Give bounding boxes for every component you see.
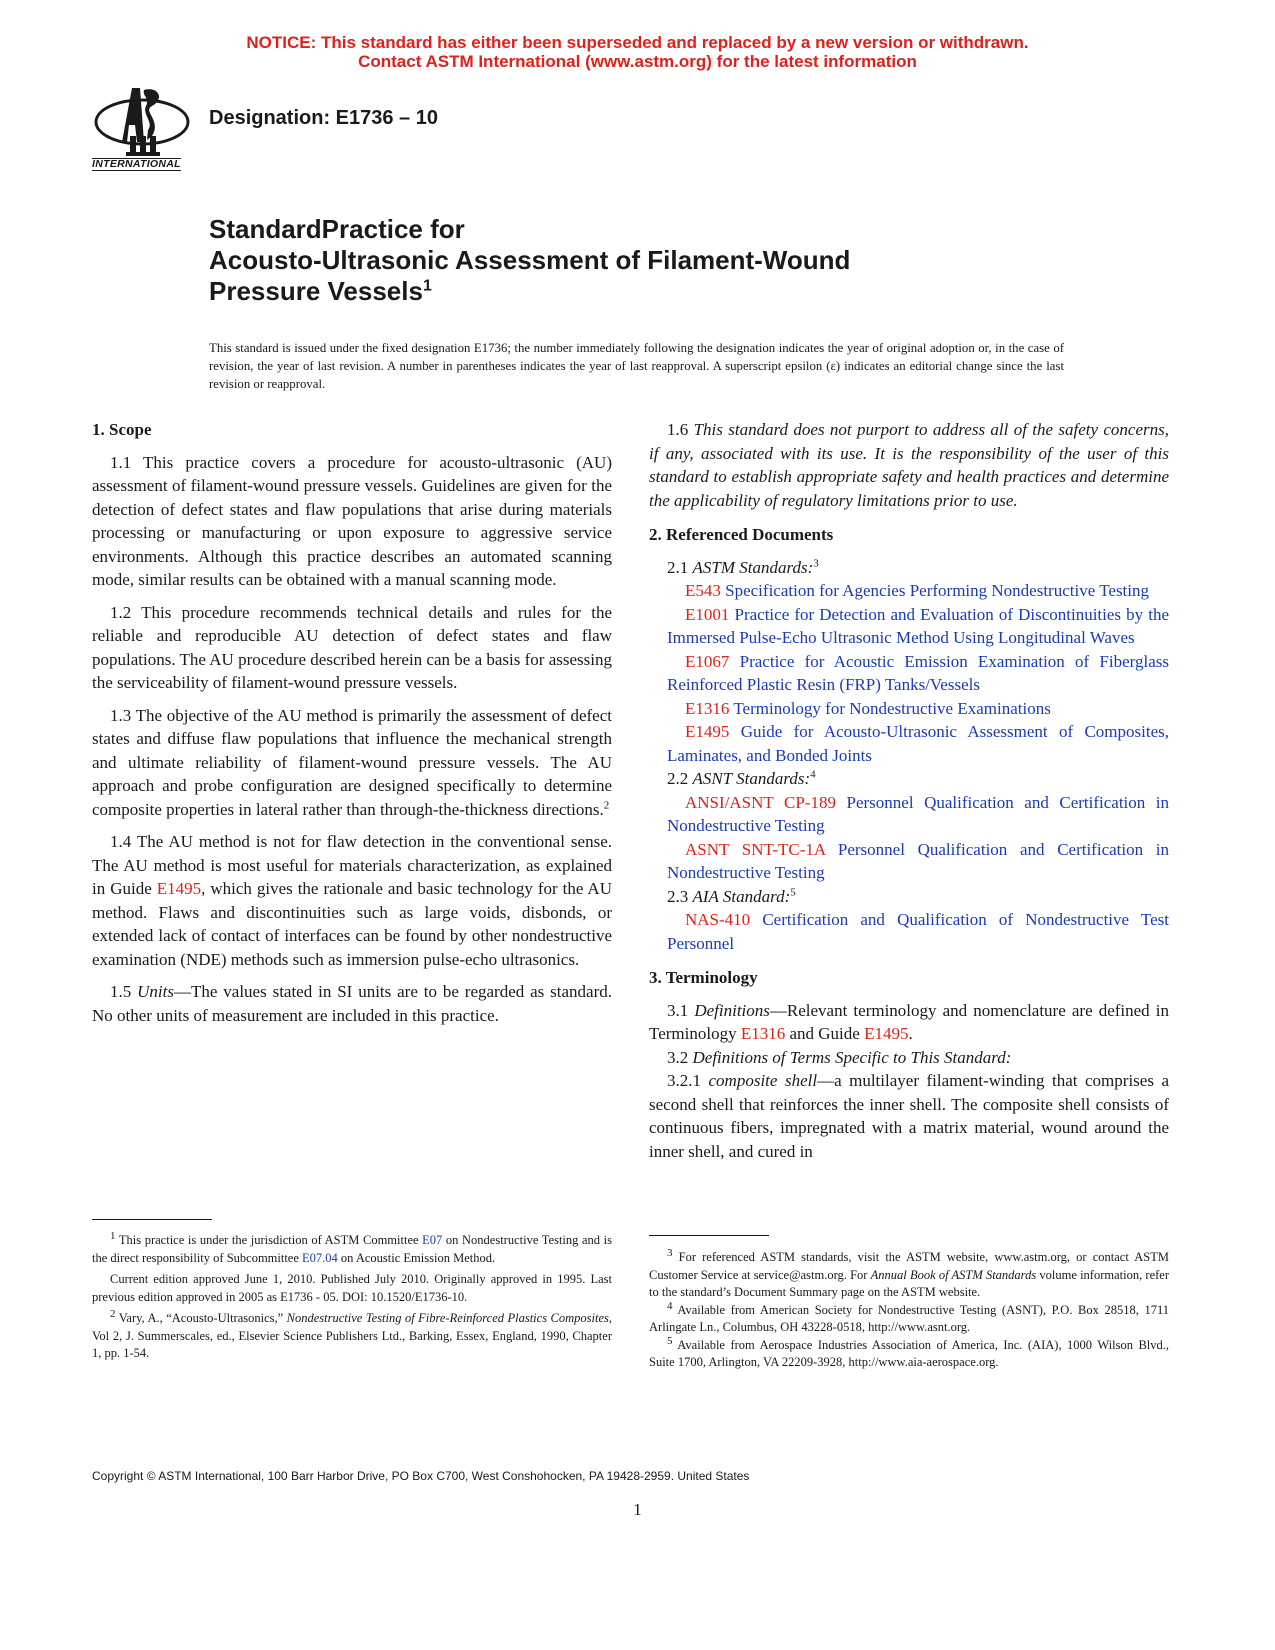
reference-code-link[interactable]: E1316 — [685, 698, 730, 718]
link-e1316[interactable]: E1316 — [740, 1024, 786, 1043]
paragraph-3-2: 3.2 Definitions of Terms Specific to This Standard: — [667, 1047, 1012, 1067]
left-column — [92, 418, 612, 1027]
reference-title-link[interactable]: Practice for Acoustic Emission Examination of Fiberglass Reinforced Plastic Resin (FRP) Tanks/Vessels — [667, 651, 1170, 694]
footnote-1: $^1$ This practice is under the jurisdiction of ASTM Committee E07 on Nondestructive Testing and is the direct responsibility of Subcommittee E07.04 on Acoustic Emission Method. — [92, 1229, 612, 1265]
designation: Designation: E1736 – 10 — [209, 107, 438, 129]
astm-international-logo-icon — [92, 80, 192, 175]
reference-item — [649, 579, 1169, 603]
reference-item — [649, 697, 1169, 721]
issue-note: This standard is issued under the fixed designation E1736; the number immediately following the designation indicates the year of original adoption or, in the case of revision, the year of last revision. A number in parentheses indicates the year of last reapproval. A superscript epsilon (ε) indicates an editorial change since the last revision or reapproval. — [209, 341, 1064, 391]
reference-item — [649, 908, 1169, 955]
reference-title-link[interactable]: Specification for Agencies Performing Nondestructive Testing — [725, 581, 1150, 600]
reference-code-link[interactable]: E1495 — [685, 722, 730, 741]
notice-line-2: Contact ASTM International (www.astm.org) for the latest information — [358, 52, 917, 71]
paragraph-1-6: 1.6 This standard does not purport to address all of the safety concerns, if any, associated with its use. It is the responsibility of the user of this standard to establish appropriate safety and health practices and determine the applicability of regulatory limitations prior to use. — [649, 420, 1169, 510]
aia-standards-list — [649, 908, 1169, 955]
reference-code-link[interactable]: E1067 — [685, 651, 730, 671]
copyright: Copyright © ASTM International, 100 Barr Harbor Drive, PO Box C700, West Conshohocken, PA 19428-2959. United States — [92, 1469, 750, 1483]
notice-line-1: NOTICE: This standard has either been superseded and replaced by a new version or withdrawn. — [246, 33, 1029, 52]
reference-title-link[interactable]: Guide for Acousto-Ultrasonic Assessment of Composites, Laminates, and Bonded Joints — [667, 722, 1170, 765]
reference-item — [649, 720, 1169, 767]
reference-title-link[interactable]: Personnel Qualification and Certification in Nondestructive Testing — [667, 792, 1170, 835]
reference-item — [649, 603, 1169, 650]
reference-item — [649, 838, 1169, 885]
section-3-heading: 3. Terminology — [649, 968, 758, 987]
reference-code-link[interactable]: ASNT SNT-TC-1A — [685, 839, 826, 859]
page-number: 1 — [633, 1500, 642, 1519]
reference-title-link[interactable]: Personnel Qualification and Certification in Nondestructive Testing — [667, 839, 1170, 882]
paragraph-3-2-1: 3.2.1 composite shell—a multilayer filament-winding that comprises a second shell that reinforces the inner shell. The composite shell consists of continuous fibers, impregnated with a matrix material, wound around the inner shell, and cured in — [649, 1071, 1169, 1161]
astm-standards-list — [649, 579, 1169, 767]
footnote-divider-right — [649, 1235, 769, 1236]
paragraph-1-1: 1.1 This practice covers a procedure for acousto-ultrasonic (AU) assessment of filament-wound pressure vessels. Guidelines are given for the detection of defect states and flaw populations that arise during materials processing or manufacturing or upon exposure to aggressive service environments. Although this practice describes an automated scanning mode, similar results can be obtained with a manual scanning mode. — [92, 452, 612, 589]
section-2-heading: 2. Referenced Documents — [649, 525, 834, 544]
reference-item — [649, 791, 1169, 838]
link-e1495[interactable]: E1495 — [156, 879, 202, 898]
paragraph-1-5: 1.5 Units—The values stated in SI units are to be regarded as standard. No other units of measurement are included in this practice. — [92, 982, 612, 1025]
footnote-divider-left — [92, 1219, 212, 1220]
footnotes-left — [92, 1229, 613, 1363]
reference-code-link[interactable]: ANSI/ASNT CP-189 — [685, 792, 836, 812]
reference-title-link[interactable]: Practice for Detection and Evaluation of Discontinuities by the Immersed Pulse-Echo Ultrasonic Method Using Longitudinal Waves — [667, 604, 1169, 647]
subsection-2-1: 2.1 ASTM Standards:$^3$ — [667, 556, 819, 577]
footnotes-right — [649, 1246, 1169, 1372]
link-e1495[interactable]: E1495 — [864, 1024, 909, 1043]
reference-code-link[interactable]: E543 — [685, 581, 721, 600]
title-line-2: Acousto-Ultrasonic Assessment of Filament-Wound — [209, 245, 851, 275]
title-line-3: Pressure Vessels — [209, 276, 423, 306]
paragraph-1-4: 1.4 The AU method is not for flaw detection in the conventional sense. The AU method is most useful for materials characterization, as explained in Guide E1495, which gives the rationale and basic technology for the AU method. Flaws and discontinuities such as large voids, disbonds, or extended lack of contact of interfaces can be found by other nondestructive examination (NDE) methods such as immersion pulse-echo ultrasonics. — [92, 832, 612, 969]
footnote-5: $^5$ Available from Aerospace Industries Association of America, Inc. (AIA), 1000 Wilson Blvd., Suite 1700, Arlington, VA 22209-3928, http://www.aia-aerospace.org. — [649, 1334, 1169, 1369]
paragraph-3-1: 3.1 Definitions—Relevant terminology and nomenclature are defined in Terminology E1316 and Guide E1495. — [649, 1000, 1169, 1043]
subsection-2-2: 2.2 ASNT Standards:$^4$ — [667, 768, 816, 788]
footnote-2: $^2$ Vary, A., “Acousto-Ultrasonics,” Nondestructive Testing of Fibre-Reinforced Plastics Composites, Vol 2, J. Summerscales, ed., Elsevier Science Publishers Ltd., Barking, Essex, England, 1990, Chapter 1, pp. 1-54. — [92, 1307, 613, 1360]
withdrawal-notice — [0, 33, 1275, 71]
title-line-1: StandardPractice for — [209, 214, 465, 244]
reference-code-link[interactable]: E1001 — [685, 604, 730, 624]
section-1-heading: 1. Scope — [92, 420, 152, 439]
reference-title-link[interactable]: Certification and Qualification of Nondestructive Test Personnel — [667, 910, 1170, 953]
footnote-ref-2[interactable]: 2 — [603, 798, 610, 811]
footnote-ref-4[interactable]: 4 — [810, 768, 816, 781]
paragraph-1-2: 1.2 This procedure recommends technical details and rules for the reliable and reproducible AU detection of defect states and flaw populations. The AU procedure described herein can be a basis for assessing the serviceability of filament-wound pressure vessels. — [92, 602, 612, 692]
footnote-ref-3[interactable]: 3 — [813, 556, 819, 569]
document-title — [209, 214, 1009, 307]
link-e07[interactable]: E07 — [422, 1233, 443, 1247]
reference-code-link[interactable]: NAS-410 — [685, 910, 751, 929]
reference-title-link[interactable]: Terminology for Nondestructive Examinations — [733, 698, 1051, 718]
title-footnote-mark[interactable]: 1 — [422, 277, 432, 295]
footnote-3: $^3$ For referenced ASTM standards, visit the ASTM website, www.astm.org, or contact ASTM Customer Service at service@astm.org. For Annual Book of ASTM Standards volume information, refer to the standard’s Document Summary page on the ASTM website. — [649, 1246, 1169, 1299]
right-column — [649, 418, 1169, 1163]
asnt-standards-list — [649, 791, 1169, 885]
subsection-2-3: 2.3 AIA Standard:$^5$ — [667, 885, 796, 906]
logo-text: INTERNATIONAL — [92, 158, 181, 170]
footnote-4: $^4$ Available from American Society for Nondestructive Testing (ASNT), P.O. Box 28518, 1711 Arlingate Ln., Columbus, OH 43228-0518, http://www.asnt.org. — [649, 1299, 1169, 1334]
link-e07-04[interactable]: E07.04 — [302, 1250, 338, 1265]
edition-note: Current edition approved June 1, 2010. Published July 2010. Originally approved in 1995. Last previous edition approved in 2005 as E1736 - 05. DOI: 10.1520/E1736-10. — [92, 1272, 612, 1304]
footnote-ref-5[interactable]: 5 — [790, 885, 796, 898]
paragraph-1-3: 1.3 The objective of the AU method is primarily the assessment of defect states and diffuse flaw populations that influence the mechanical strength and ultimate reliability of filament-wound pressure vessels. The AU approach and probe configuration are designed specifically to determine composite properties in lateral rather than through-the-thickness directions.$^2$ — [92, 705, 612, 819]
reference-item — [649, 650, 1169, 697]
